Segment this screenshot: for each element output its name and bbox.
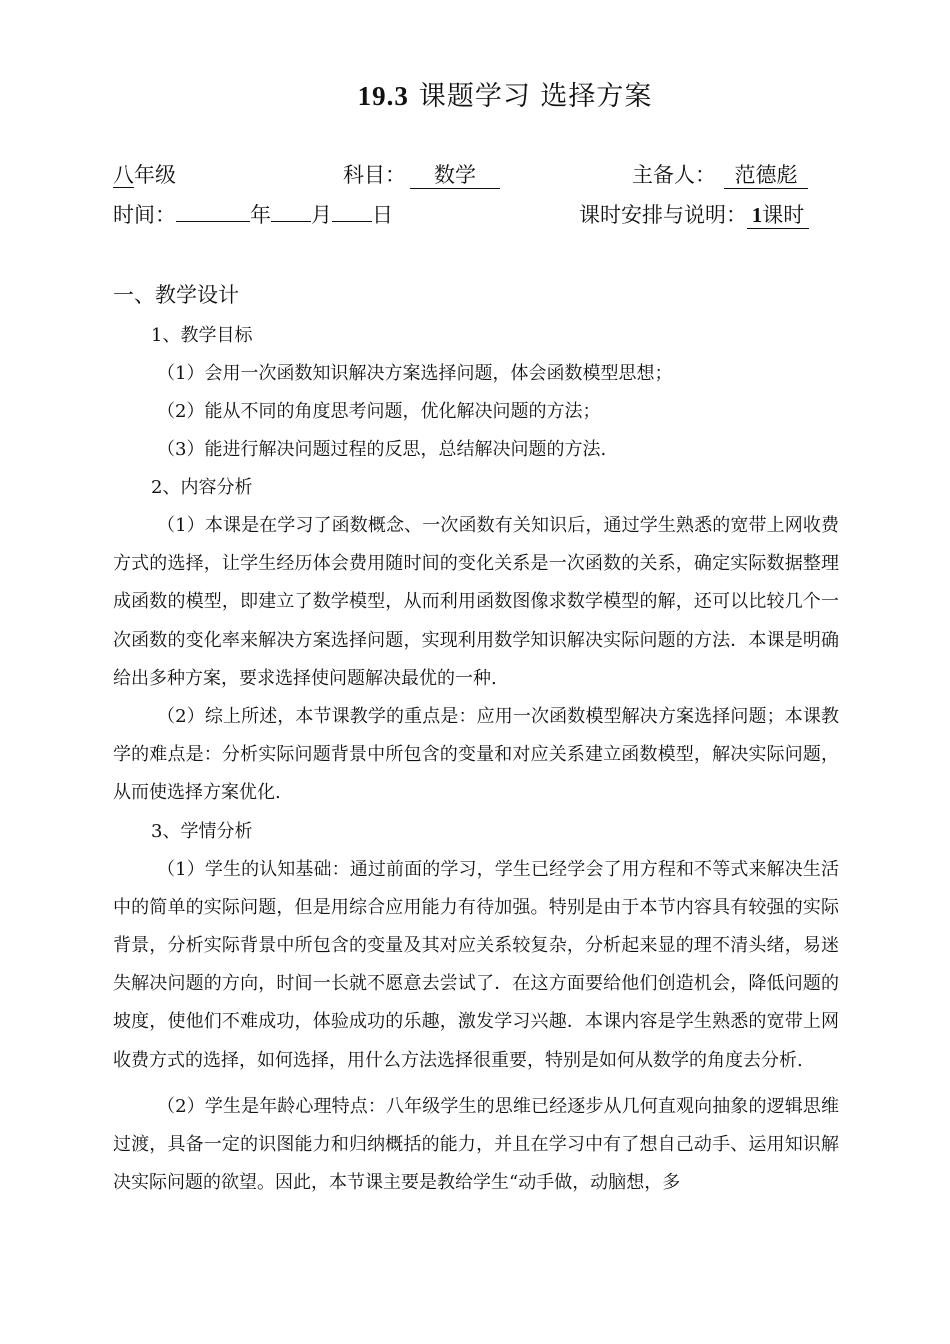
subject-label: 科目： — [343, 163, 406, 187]
time-field — [113, 200, 393, 230]
goals-heading: 1、教学目标 — [151, 325, 253, 346]
goal-item: （3）能进行解决问题过程的反思，总结解决问题的方法. — [157, 439, 607, 460]
schedule-field — [579, 200, 809, 230]
month-label: 月 — [311, 203, 332, 227]
title-number: 19.3 — [357, 81, 409, 111]
student-analysis-heading: 3、学情分析 — [151, 820, 253, 842]
student-paragraph: （2）学生是年龄心理特点：八年级学生的思维已经逐步从几何直观向抽象的逻辑思维过渡，具备一定的识图能力和归纳概括的能力，并且在学习中有了想自己动手、运用知识解决实际问题的欲望。因此，本节课主要是教给学生“动手做，动脑想，多 — [113, 1095, 839, 1194]
preparer-value: 范德彪 — [724, 162, 808, 189]
time-label: 时间： — [113, 203, 176, 227]
month-blank[interactable] — [271, 221, 311, 222]
content-paragraph: （1）本课是在学习了函数概念、一次函数有关知识后，通过学生熟悉的宽带上网收费方式的选择，让学生经历体会费用随时间的变化关系是一次函数的关系，确定实际数据整理成函数的模型，即建立了数学模型，从而利用函数图像求数学模型的解，还可以比较几个一次函数的变化率来解决方案选择问题，实现利用数学知识解决实际问题的方法．本课是明确给出多种方案，要求选择使问题解决最优的一种. — [113, 515, 839, 689]
schedule-unit: 课时 — [762, 203, 805, 227]
year-blank[interactable] — [176, 221, 250, 222]
subject-value: 数学 — [410, 162, 500, 189]
year-label: 年 — [250, 203, 271, 227]
schedule-num: 1 — [751, 203, 763, 227]
section-heading: 一、教学设计 — [113, 283, 239, 307]
schedule-value — [747, 202, 809, 229]
section-content — [113, 317, 839, 1202]
goal-item: （2）能从不同的角度思考问题，优化解决问题的方法； — [157, 401, 601, 422]
preparer-label: 主备人： — [632, 163, 716, 187]
page-title — [0, 74, 950, 113]
student-paragraph: （1）学生的认知基础：通过前面的学习，学生已经学会了用方程和不等式来解决生活中的简单的实际问题，但是用综合应用能力有待加强。特别是由于本节内容具有较强的实际背景，分析实际背景中所包含的变量及其对应关系较复杂，分析起来显的理不清头绪，易迷失解决问题的方向，时间一长就不愿意去尝试了．在这方面要给他们创造机会，降低问题的坡度，使他们不难成功，体验成功的乐趣，激发学习兴趣．本课内容是学生熟悉的宽带上网收费方式的选择，如何选择，用什么方法选择很重要，特别是如何从数学的角度去分析. — [113, 858, 839, 1071]
preparer-field — [632, 160, 808, 190]
day-blank[interactable] — [332, 221, 372, 222]
content-paragraph: （2）综上所述，本节课教学的重点是：应用一次函数模型解决方案选择问题；本课教学的难点是：分析实际问题背景中所包含的变量和对应关系建立函数模型，解决实际问题，从而使选择方案优化. — [113, 706, 839, 804]
grade-first-char: 八 — [113, 163, 134, 187]
subject-field — [343, 160, 500, 190]
grade-text — [113, 160, 176, 190]
title-text: 课题学习 选择方案 — [418, 81, 653, 112]
schedule-label: 课时安排与说明： — [579, 203, 747, 227]
content-analysis-heading: 2、内容分析 — [151, 477, 253, 498]
goal-item: （1）会用一次函数知识解决方案选择问题，体会函数模型思想； — [157, 363, 673, 384]
day-label: 日 — [372, 203, 393, 227]
grade-rest: 年级 — [134, 163, 176, 187]
